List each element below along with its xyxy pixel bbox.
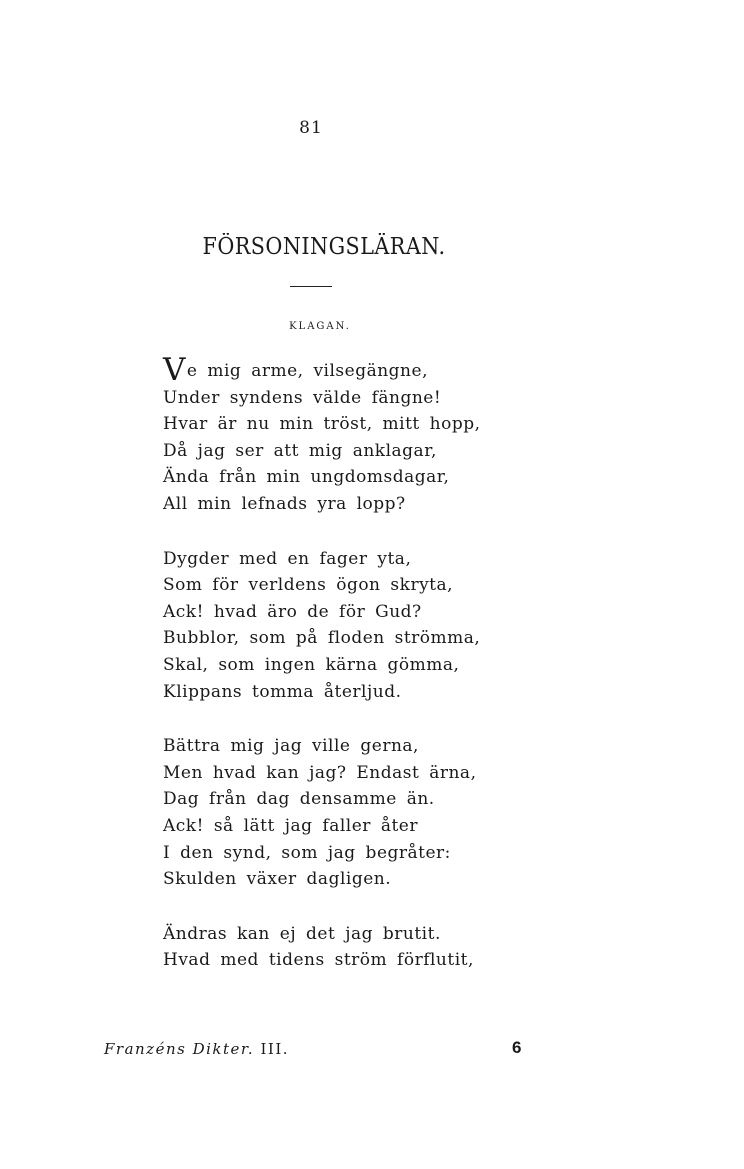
verse-line: Hvad med tidens ström förflutit, xyxy=(163,950,474,971)
verse-line: Skulden växer dagligen. xyxy=(163,869,392,890)
verse-line: Skal, som ingen kärna gömma, xyxy=(163,654,460,675)
verse-line: Ända från min ungdomsdagar, xyxy=(163,467,450,488)
poem-subtitle: KLAGAN. xyxy=(289,321,351,332)
verse-line: Under syndens välde fängne! xyxy=(163,387,442,408)
footer-book-title xyxy=(104,1040,289,1058)
footer-book: Franzéns Dikter. xyxy=(104,1040,255,1058)
stanza xyxy=(163,733,493,893)
verse-line: Ack! hvad äro de för Gud? xyxy=(163,601,422,622)
verse-line: Dygder med en fager yta, xyxy=(163,548,412,569)
signature-mark: 6 xyxy=(512,1038,522,1057)
verse-line: Men hvad kan jag? Endast ärna, xyxy=(163,762,477,783)
poem-title: FÖRSONINGSLÄRAN. xyxy=(202,234,446,260)
verse-line: I den synd, som jag begråter: xyxy=(163,842,451,863)
verse-line: Klippans tomma återljud. xyxy=(163,681,402,702)
verse-line: Hvar är nu min tröst, mitt hopp, xyxy=(163,414,481,435)
drop-cap: V xyxy=(163,352,186,388)
title-divider xyxy=(290,286,332,287)
verse-line: Som för verldens ögon skryta, xyxy=(163,575,454,596)
footer-volume: III. xyxy=(260,1040,290,1058)
verse-line: All min lefnads yra lopp? xyxy=(163,493,406,514)
verse-line: Då jag ser att mig anklagar, xyxy=(163,440,437,461)
verse-line: Ack! så lätt jag faller åter xyxy=(163,815,418,836)
stanza xyxy=(163,546,493,706)
verse-line: Bättra mig jag ville gerna, xyxy=(163,736,419,757)
page-number: 81 xyxy=(299,118,323,138)
stanza xyxy=(163,921,493,974)
verse-line: Ändras kan ej det jag brutit. xyxy=(163,923,441,944)
stanza xyxy=(163,352,493,518)
poem-body xyxy=(163,352,493,1002)
verse-line-text: e mig arme, vilsegängne, xyxy=(186,361,428,381)
verse-line: Bubblor, som på floden strömma, xyxy=(163,628,481,649)
verse-line: Dag från dag densamme än. xyxy=(163,789,435,810)
verse-line xyxy=(163,352,493,388)
